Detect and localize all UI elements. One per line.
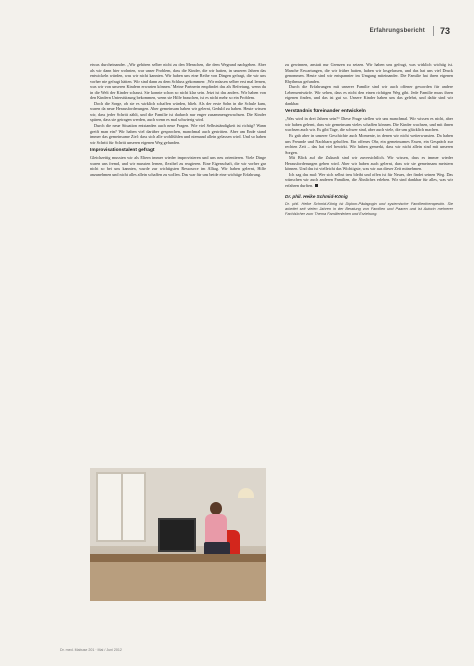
section-title: Erfahrungsbericht: [369, 28, 425, 34]
subheading: Improvisationstalent gefragt: [90, 148, 155, 154]
body-paragraph: zu gewinnen, anstatt nur Grenzen zu setzen. Wir haben uns gefragt, was wirklich wichtig ist. Manche Erwartungen, die wir früher hatten, haben wir losgelassen, und das hat uns viel Druck genommen. Heute sind wir entspannter im Umgang miteinander. Die Familie hat ihren eigenen Rhythmus gefunden.: [285, 62, 453, 84]
author-block: [285, 194, 453, 216]
body-paragraph: Doch die Sorge, ob sie es wirklich schaffen würden, blieb. Als der erste Sohn in die Schule kam, waren da neue Herausforderungen. Aber gemeinsam haben wir gelernt, Geduld zu haben. Heute wissen wir, dass jeder Schritt zählt, und die Familie ist dadurch nur enger zusammengewachsen. Die Kinder spüren, dass sie getragen werden, auch wenn es mal schwierig wird.: [90, 100, 266, 123]
page-footer: Dr. med. Mabuse 201 · Mai / Juni 2012: [60, 648, 122, 652]
body-paragraph: [285, 172, 453, 189]
body-paragraph: Es gab aber in unserer Geschichte auch Momente, in denen wir nicht weiterwussten. Da haben uns Freunde und Nachbarn geholfen. Ein offenes Ohr, ein gemeinsames Essen, ein Gespräch zur rechten Zeit – das hat viel bewirkt. Wir haben gemerkt, dass wir nicht allein sind mit unseren Sorgen.: [285, 133, 453, 155]
page-number: 73: [433, 26, 450, 36]
body-paragraph: Durch die neue Situation entstanden auch neue Fragen. Wie viel Selbstständigkeit ist richtig? Wann greift man ein? Wir haben viel darüber gesprochen, manchmal auch gestritten. Aber am Ende stand immer das gemeinsame Ziel: dass sich alle wohlfühlen und niemand allein gelassen wird. Und so haben wir Schritt für Schritt unseren eigenen Weg gefunden.: [90, 123, 266, 145]
body-paragraph: Durch die Erfahrungen mit unserer Familie sind wir auch offener geworden für andere Lebensentwürfe. Wir sehen, dass es nicht den einen richtigen Weg gibt. Jede Familie muss ihren eigenen finden, und das ist gut so. Unsere Kinder haben uns das gelehrt, und dafür sind wir dankbar.: [285, 84, 453, 106]
body-paragraph: „Was wird in drei Jahren sein?“ Diese Frage stellen wir uns manchmal. Wir wissen es nicht, aber wir haben gelernt, dass wir gemeinsam vieles schaffen können. Die Kinder wachsen, und mit ihnen wachsen auch wir. Es gibt Tage, die schwer sind, aber auch viele, die uns glücklich machen.: [285, 116, 453, 133]
body-paragraph: Gleichzeitig mussten wir als Eltern immer wieder improvisieren und uns neu orientieren. Viele Dinge waren uns fremd, und wir mussten lernen, flexibel zu reagieren. Eine Eigenschaft, die wir vorher gar nicht so bei uns kannten, wurde zur wichtigsten Ressource im Alltag. Wir haben gelernt, Hilfe anzunehmen und nicht alles allein schaffen zu wollen. Das war für uns beide eine wichtige Erfahrung.: [90, 155, 266, 177]
photo-woman-at-desk: [90, 468, 266, 601]
author-bio: Dr. phil. Heike Schmid-König ist Diplom-Pädagogin und systemische Familientherapeutin. Sie arbeitet seit vielen Jahren in der Beratung von Familien und Paaren und ist Autorin mehrerer Fachbücher zum Thema Familienleben und Erziehung.: [285, 202, 453, 216]
author-name: Dr. phil. Heike Schmid-König: [285, 194, 348, 200]
right-column: [285, 62, 453, 216]
page-header: [370, 26, 450, 36]
end-mark-icon: [315, 184, 318, 187]
left-column: [90, 62, 266, 177]
body-paragraph: Mit Blick auf die Zukunft sind wir zuversichtlich. Wir wissen, dass es immer wieder Herausforderungen geben wird. Aber wir haben auch gelernt, dass wir sie gemeinsam meistern können. Und das ist vielleicht das Wichtigste, was wir aus dieser Zeit mitnehmen.: [285, 155, 453, 172]
closing-paragraph-text: Ich sag das mal: Wer sich selbst treu bleibt und offen ist für Neues, der findet seinen Weg. Das wünschen wir auch anderen Familien, die Ähnliches erleben. Wir sind dankbar für alles, was wir erfahren durften.: [285, 171, 453, 188]
body-paragraph: etwas durcheinander. „Wir gehören selber nicht zu den Menschen, die dem Wegrand nachgehen. Aber als wir dann hier wohnten, war unser Problem, dass die Kinder, die wir hatten, in unseren Jahren das entwickeln würden, was wir nicht kannten. Wir haben uns eine Reihe von Dingen gefragt, die wir uns vorher nie gefragt hätten. Wir sind dann zu dem Schluss gekommen: ‚Wir müssen selber erst mal lernen, was wir von unseren Kindern erwarten können.' Meine Partnerin empfindet das als Befreiung, wenn du in die Welt der Kinder schaust. Sie konnte schon so nicht klar sein. Jetzt ist das anders. Wir haben von den Kindern Unterstützung bekommen, wenn sie Hilfe brauchen, ist es nicht mehr so ein Problem.: [90, 62, 266, 101]
subheading: Verständnis füreinander entwickeln: [285, 109, 366, 115]
